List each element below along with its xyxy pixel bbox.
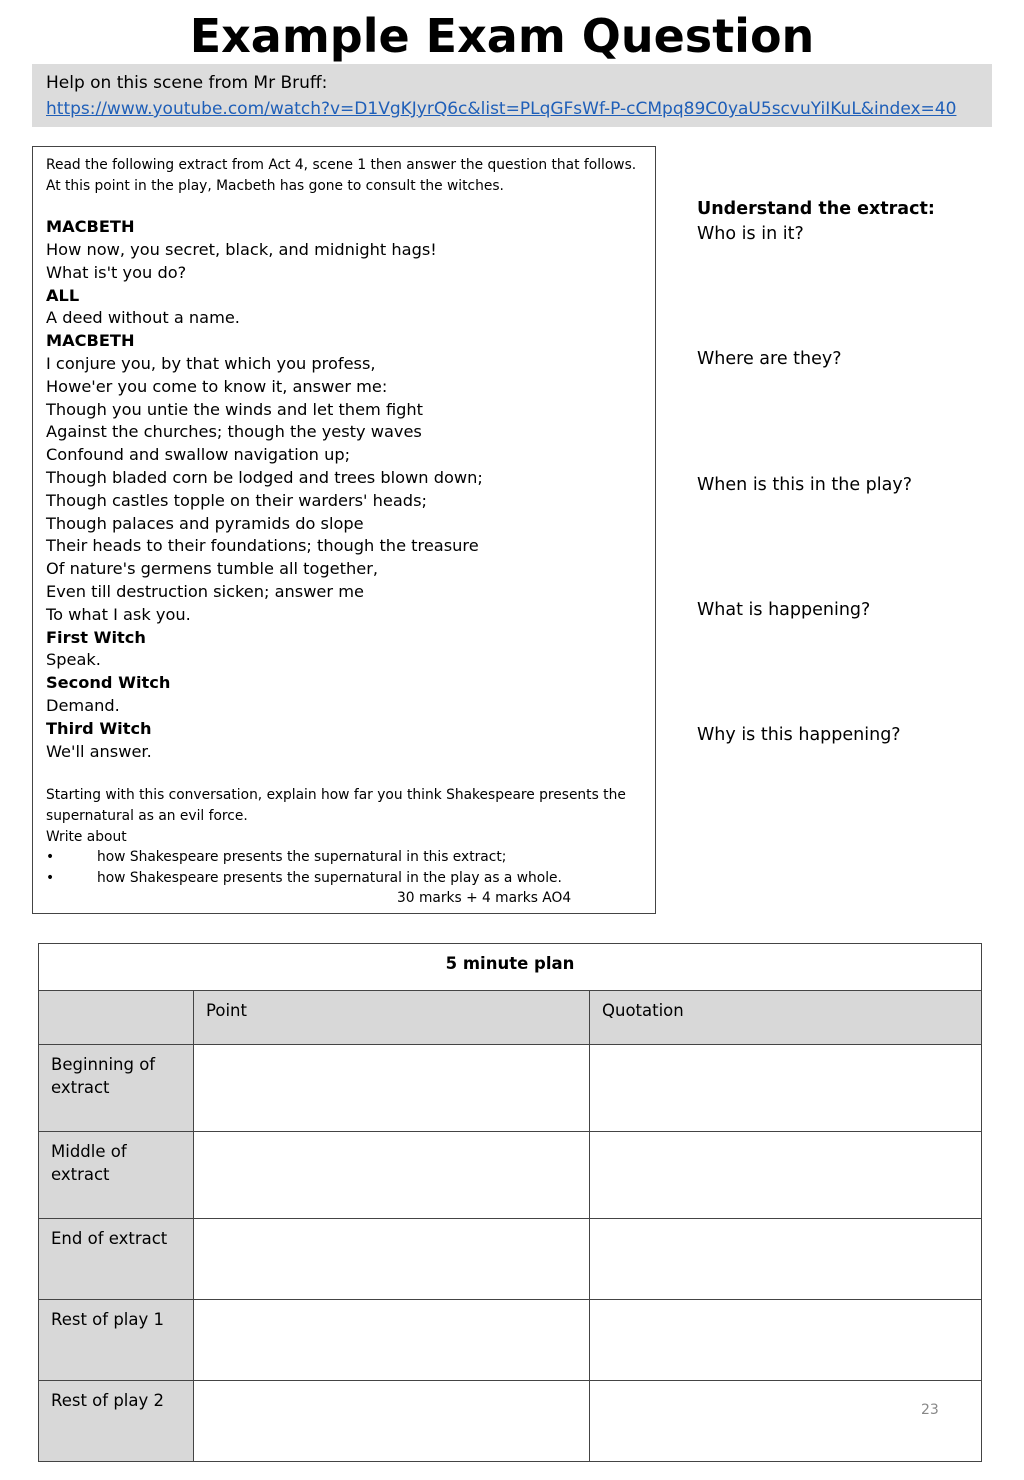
extract-intro-2: At this point in the play, Macbeth has gone to consult the witches. (46, 177, 504, 194)
table-row (39, 1132, 982, 1219)
quotation-cell[interactable] (590, 1219, 982, 1300)
verse-line: We'll answer. (46, 741, 152, 761)
table-row (39, 1300, 982, 1381)
bullet-marker: • (46, 869, 55, 886)
bullet-marker: • (46, 849, 55, 866)
row-label: Middle of extract (39, 1132, 194, 1219)
verse-line: A deed without a name. (46, 308, 240, 328)
help-video-link[interactable]: https://www.youtube.com/watch?v=D1VgKJyrQ6c&list=PLqGFsWf-P-cCMpq89C0yaU5scvuYiIKuL&index=40 (46, 99, 957, 119)
point-cell[interactable] (194, 1045, 590, 1132)
point-cell[interactable] (194, 1381, 590, 1462)
verse-line: Though palaces and pyramids do slope (46, 513, 364, 533)
bullet-item (46, 847, 642, 868)
point-cell[interactable] (194, 1219, 590, 1300)
bullet-text: how Shakespeare presents the supernatural in this extract; (97, 849, 507, 866)
row-label: End of extract (39, 1219, 194, 1300)
speaker-name: MACBETH (46, 331, 135, 351)
verse-line: Of nature's germens tumble all together, (46, 559, 378, 579)
verse-line: Their heads to their foundations; though the treasure (46, 536, 479, 556)
verse-line: What is't you do? (46, 262, 187, 282)
questions-heading: Understand the extract: (697, 199, 935, 219)
question-item: What is happening? (697, 600, 871, 620)
verse-line: Though bladed corn be lodged and trees blown down; (46, 467, 483, 487)
extract-box (32, 146, 656, 914)
verse-line: Though castles topple on their warders' heads; (46, 490, 427, 510)
bullet-text: how Shakespeare presents the supernatural in the play as a whole. (97, 869, 562, 886)
help-text: Help on this scene from Mr Bruff: (46, 73, 328, 93)
question-item: Why is this happening? (697, 725, 901, 745)
exam-question-2: supernatural as an evil force. (46, 807, 248, 824)
point-cell[interactable] (194, 1132, 590, 1219)
question-item: Who is in it? (697, 224, 804, 244)
verse-line: Though you untie the winds and let them fight (46, 399, 424, 419)
table-row (39, 1045, 982, 1132)
quotation-cell[interactable] (590, 1381, 982, 1462)
quotation-cell[interactable] (590, 1132, 982, 1219)
row-label: Beginning of extract (39, 1045, 194, 1132)
exam-question-1: Starting with this conversation, explain how far you think Shakespeare presents the (46, 787, 626, 804)
verse-line: Confound and swallow navigation up; (46, 445, 351, 465)
verse-line: Demand. (46, 695, 120, 715)
row-label: Rest of play 2 (39, 1381, 194, 1462)
plan-title: 5 minute plan (39, 944, 982, 991)
table-row (39, 1219, 982, 1300)
question-item: Where are they? (697, 349, 842, 369)
bullet-item (46, 868, 642, 889)
five-minute-plan-table (38, 943, 982, 1462)
extract-verse (46, 216, 642, 763)
verse-line: Against the churches; though the yesty waves (46, 422, 422, 442)
table-row (39, 1381, 982, 1462)
page-number: 23 (921, 1402, 939, 1418)
speaker-name: MACBETH (46, 217, 135, 237)
write-about-label: Write about (46, 828, 127, 845)
speaker-name: First Witch (46, 627, 146, 647)
column-header-point: Point (194, 991, 590, 1045)
column-header-quotation: Quotation (590, 991, 982, 1045)
speaker-name: ALL (46, 285, 80, 305)
verse-line: Howe'er you come to know it, answer me: (46, 376, 388, 396)
marks-label: 30 marks + 4 marks AO4 (397, 890, 572, 907)
speaker-name: Second Witch (46, 673, 171, 693)
quotation-cell[interactable] (590, 1045, 982, 1132)
speaker-name: Third Witch (46, 718, 152, 738)
quotation-cell[interactable] (590, 1300, 982, 1381)
verse-line: How now, you secret, black, and midnight hags! (46, 239, 437, 259)
point-cell[interactable] (194, 1300, 590, 1381)
extract-intro-1: Read the following extract from Act 4, scene 1 then answer the question that follows. (46, 157, 637, 173)
row-label: Rest of play 1 (39, 1300, 194, 1381)
verse-line: I conjure you, by that which you profess, (46, 353, 376, 373)
plan-corner-cell (39, 991, 194, 1045)
page-title: Example Exam Question (189, 9, 815, 63)
verse-line: Speak. (46, 650, 101, 670)
verse-line: Even till destruction sicken; answer me (46, 581, 364, 601)
question-item: When is this in the play? (697, 475, 912, 495)
verse-line: To what I ask you. (46, 604, 191, 624)
help-banner (32, 64, 992, 127)
